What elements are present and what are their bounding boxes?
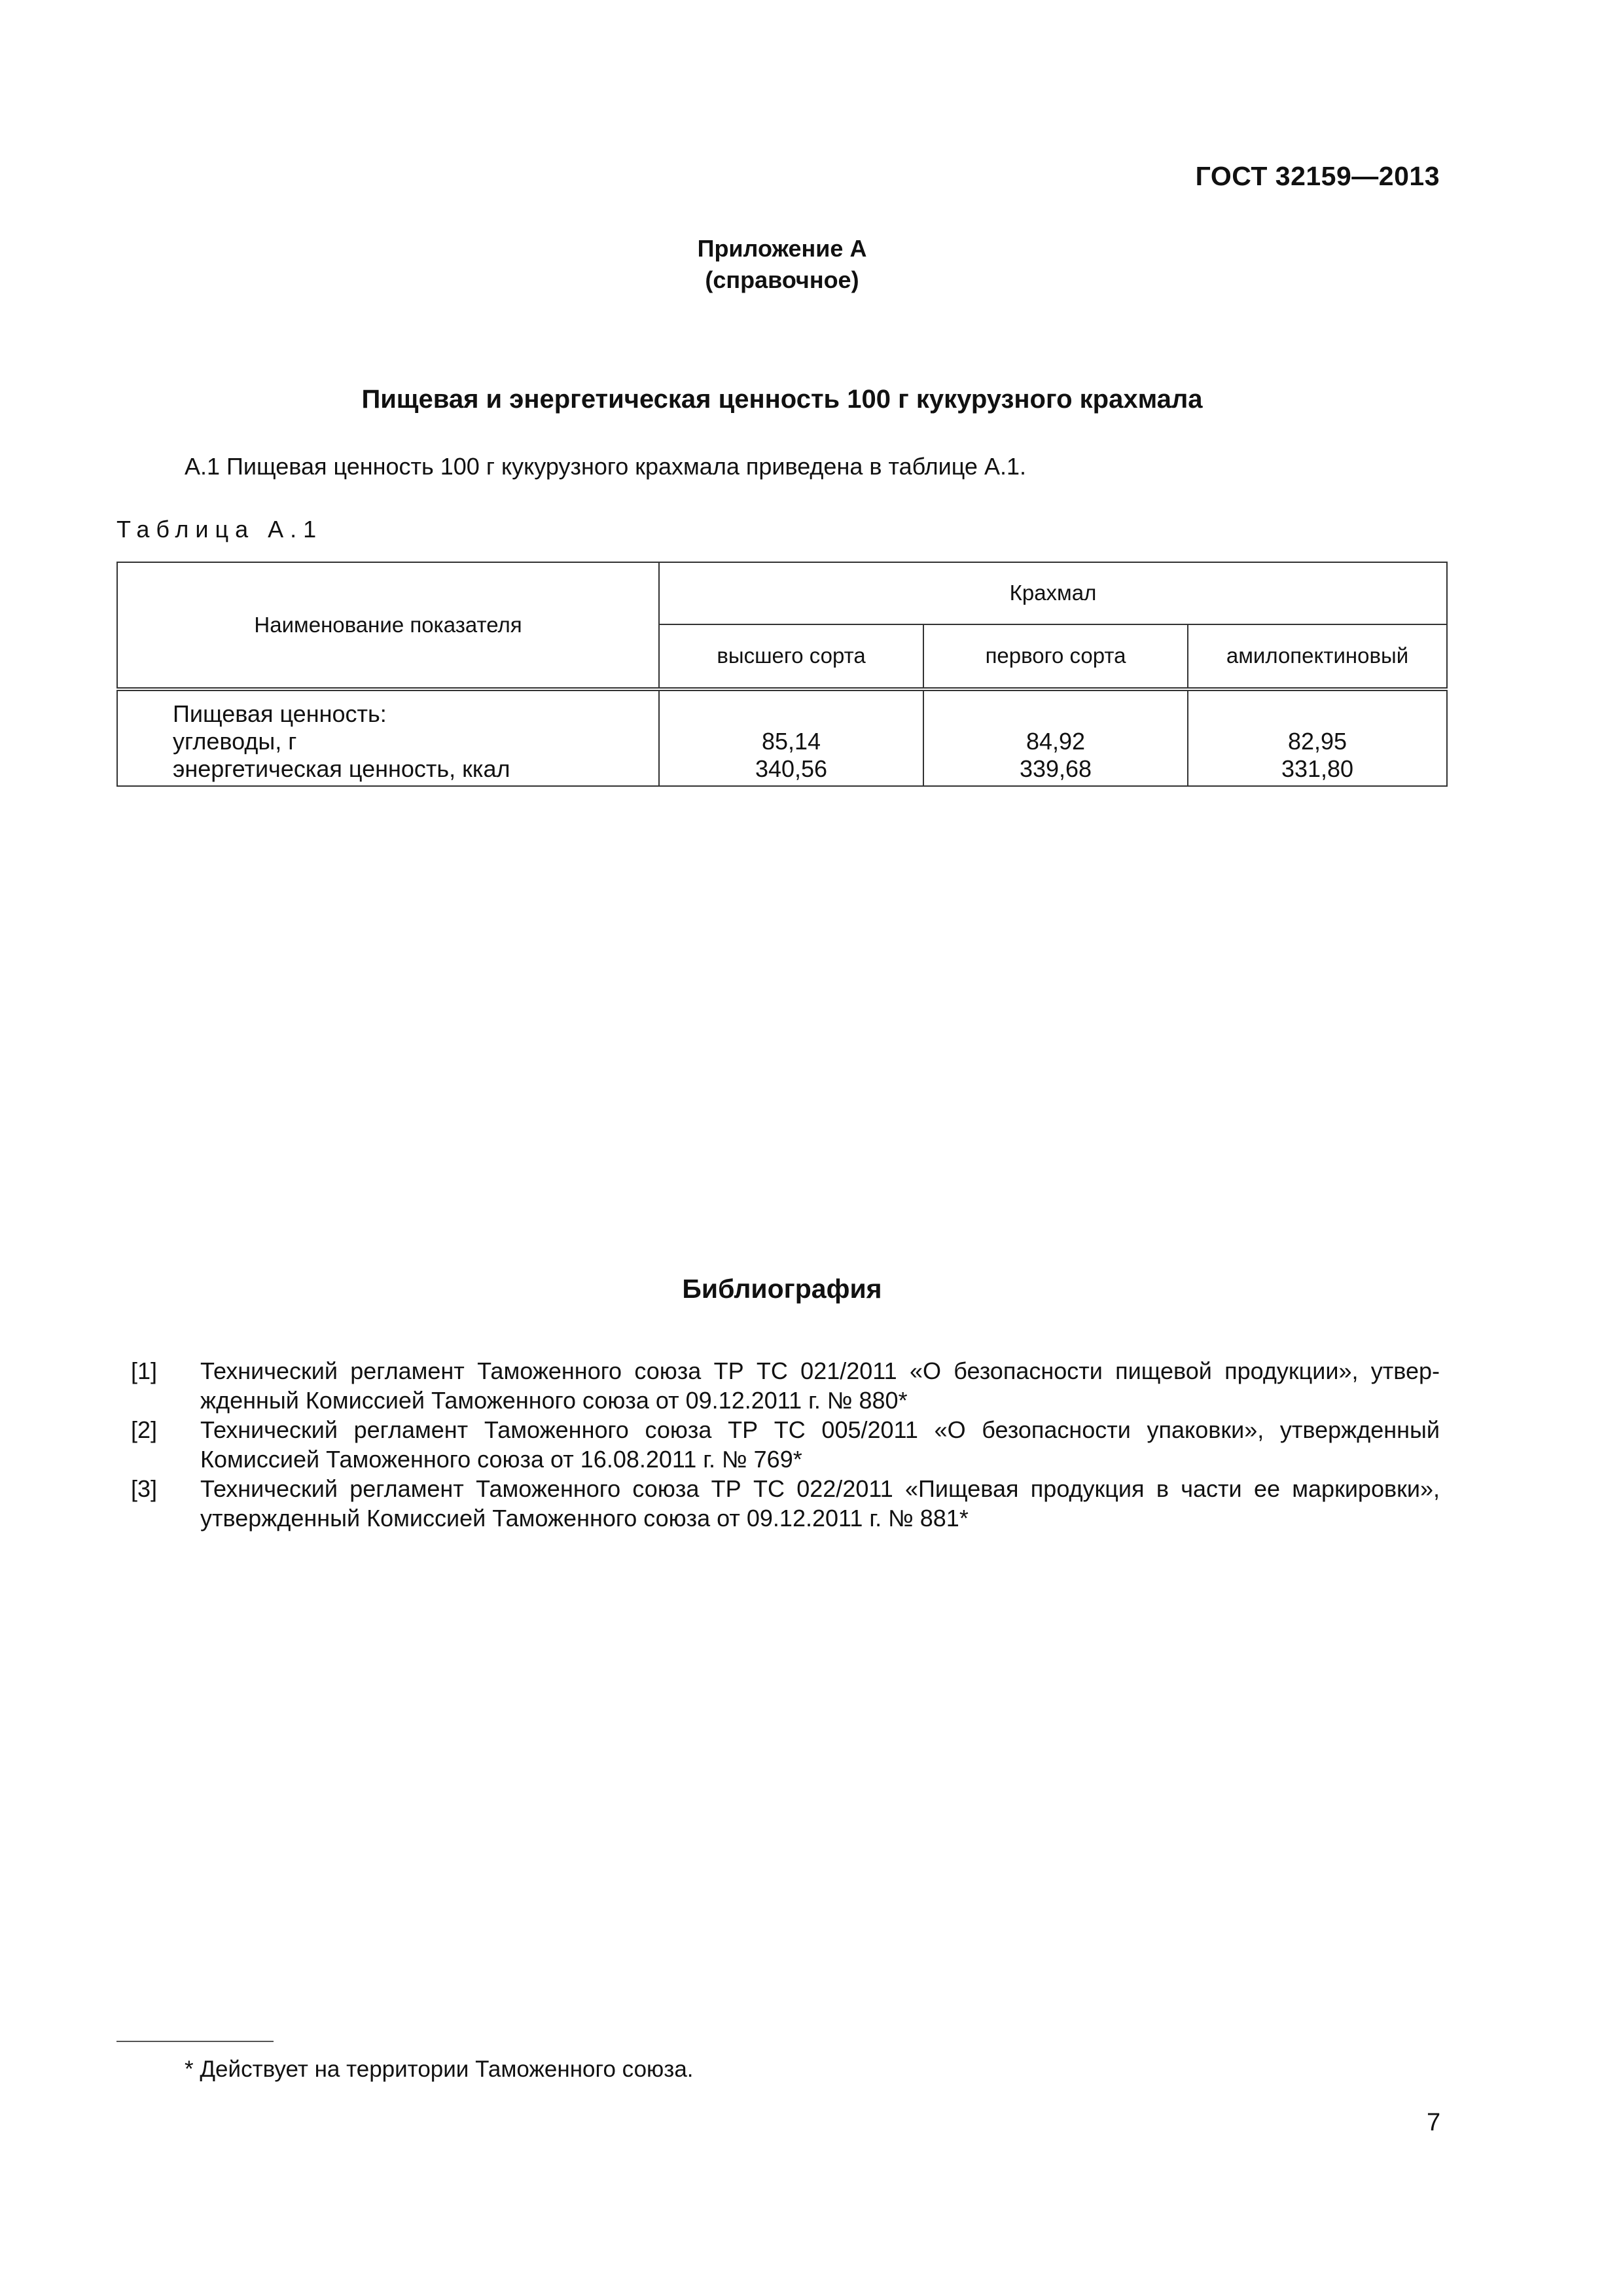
values-cell-premium: [659, 689, 923, 786]
footnote: * Действует на территории Таможенного союза.: [185, 2056, 694, 2082]
nutrition-table: [116, 562, 1448, 787]
carbs-value: 82,95: [1287, 728, 1347, 755]
page-number: 7: [1427, 2109, 1441, 2136]
carbs-value: 84,92: [1026, 728, 1086, 755]
bibliography-title: Библиография: [682, 1274, 882, 1304]
list-item: [131, 1356, 1440, 1415]
appendix-subtitle: (справочное): [705, 266, 859, 293]
column-header-amylopectin: амилопектиновый: [1188, 624, 1447, 689]
table-header-row: [117, 562, 1447, 624]
reference-text: Технический регламент Таможенного союза ТР ТС 021/2011 «О безопасности пищевой продукции», утвер-жденный Комиссией Таможенного союза от 09.12.2011 г. № 880*: [200, 1357, 1440, 1414]
values-cell-first-grade: [923, 689, 1188, 786]
list-item: [131, 1415, 1440, 1474]
document-code: ГОСТ 32159—2013: [1195, 161, 1440, 191]
values-cell-amylopectin: [1188, 689, 1447, 786]
carbs-value: 85,14: [761, 728, 821, 755]
reference-number: [3]: [131, 1475, 158, 1502]
column-header-premium: высшего сорта: [659, 624, 923, 689]
reference-number: [1]: [131, 1357, 158, 1384]
row-labels-cell: [117, 689, 659, 786]
column-group-header: Крахмал: [659, 562, 1447, 624]
column-header-indicator: Наименование показателя: [117, 562, 659, 689]
bibliography-list: [131, 1356, 1440, 1533]
reference-text: Технический регламент Таможенного союза ТР ТС 022/2011 «Пищевая продукция в части ее маркировки», утвержденный Комиссией Таможенного союза от 09.12.2011 г. № 881*: [200, 1475, 1440, 1532]
table-row: [117, 689, 1447, 786]
column-header-first-grade: первого сорта: [923, 624, 1188, 689]
section-title: Пищевая и энергетическая ценность 100 г кукурузного крахмала: [361, 385, 1203, 414]
intro-paragraph: А.1 Пищевая ценность 100 г кукурузного крахмала приведена в таблице А.1.: [185, 453, 1026, 480]
energy-value: 340,56: [755, 755, 828, 782]
row-group-label: Пищевая ценность:: [173, 700, 387, 727]
list-item: [131, 1474, 1440, 1533]
row-label-carbs: углеводы, г: [173, 728, 297, 755]
row-label-energy: энергетическая ценность, ккал: [173, 755, 510, 782]
table-caption: Таблица А.1: [116, 516, 323, 543]
reference-number: [2]: [131, 1416, 158, 1443]
reference-text: Технический регламент Таможенного союза ТР ТС 005/2011 «О безопасности упаковки», утвержденный Комиссией Таможенного союза от 16.08.2011 г. № 769*: [200, 1416, 1440, 1473]
energy-value: 331,80: [1281, 755, 1354, 782]
appendix-title: Приложение А: [697, 235, 867, 262]
footnote-divider: [116, 2041, 274, 2042]
energy-value: 339,68: [1019, 755, 1092, 782]
appendix-heading: [0, 233, 1564, 296]
